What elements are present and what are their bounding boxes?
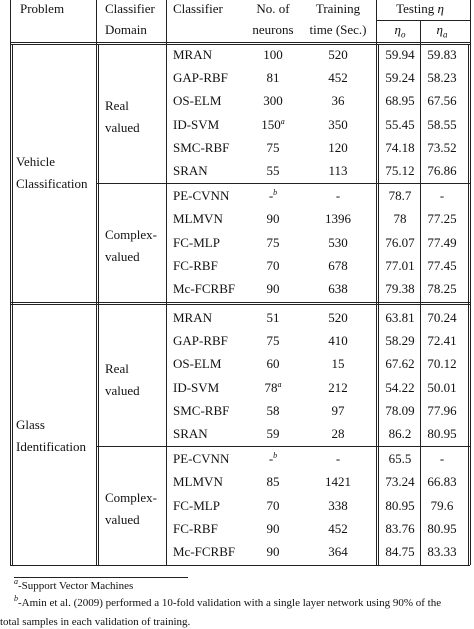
footnote-marker: b (273, 451, 278, 461)
domain-label-line1: Complex- (105, 227, 157, 243)
classifier-name: MRAN (173, 310, 213, 325)
training-time-value: 452 (328, 520, 348, 536)
eta-o-value: 55.45 (385, 116, 415, 132)
classifier-name: PE-CVNN (173, 451, 230, 467)
header-domain-line1: Classifier (105, 1, 155, 16)
footnote-marker: b (273, 188, 278, 198)
eta-a-value: 59.83 (427, 47, 457, 62)
footnote-marker: a (280, 116, 285, 126)
problem-block-bottom-rule (10, 565, 470, 566)
problem-block-bottom-rule (10, 302, 470, 303)
header-neurons-line2: neurons (252, 22, 294, 37)
neurons-value: 100 (263, 47, 283, 62)
training-time-value: 350 (328, 116, 348, 132)
eta-a-value: 77.49 (427, 234, 457, 250)
column-rule (376, 44, 377, 565)
eta-o-value: 76.07 (385, 234, 415, 250)
neurons-value: 75 (266, 139, 280, 155)
eta-o-value: 65.5 (388, 451, 412, 467)
eta-a-value: 78.25 (427, 281, 457, 296)
header-bottom-rule-double (10, 44, 470, 45)
header-column-rule (470, 0, 471, 44)
problem-block-bottom-rule-double (10, 304, 470, 305)
eta-a-value: 77.96 (427, 402, 457, 418)
eta-o-value: 63.81 (385, 310, 415, 325)
problem-label-line1: Vehicle (16, 154, 55, 170)
training-time-value: 120 (328, 139, 348, 155)
classifier-name: GAP-RBF (173, 70, 228, 86)
domain-label-line2: valued (105, 512, 140, 528)
footnote-b: $^b$-Amin et al. (2009) performed a 10-fold validation with a single layer network using 90% of the (14, 594, 442, 609)
header-column-rule (166, 0, 167, 44)
training-time-value: 1396 (325, 211, 351, 227)
training-time-value: 452 (328, 70, 348, 86)
column-rule (470, 44, 471, 565)
eta-o-value: 78.7 (388, 188, 412, 204)
eta-o-value: 59.94 (385, 47, 415, 62)
eta-a-value: - (439, 451, 445, 467)
column-rule (96, 44, 97, 565)
eta-o-value: 78 (393, 211, 407, 227)
eta-a-value: 80.95 (427, 426, 457, 441)
domain-separator-rule (96, 183, 470, 184)
neurons-value: 55 (266, 163, 280, 178)
neurons-value: 90 (266, 211, 280, 227)
neurons-value: -$^b$ (268, 451, 278, 467)
eta-a-value: 66.83 (427, 474, 457, 490)
training-time-value: - (335, 188, 341, 204)
classifier-name: MLMVN (173, 474, 223, 490)
eta-o-value: 79.38 (385, 281, 415, 296)
neurons-value: 78$^a$ (264, 379, 282, 395)
eta-column-rule (420, 20, 421, 565)
neurons-value: 70 (266, 497, 280, 513)
eta-o-value: 80.95 (385, 497, 415, 513)
neurons-value: -$^b$ (268, 188, 278, 204)
neurons-value: 90 (266, 544, 280, 559)
training-time-value: 520 (328, 310, 348, 325)
eta-o-value: 67.62 (385, 356, 415, 372)
neurons-value: 51 (266, 310, 280, 325)
eta-o-value: 54.22 (385, 379, 415, 395)
classifier-name: Mc-FCRBF (173, 544, 236, 559)
header-bottom-rule (10, 42, 470, 43)
domain-label-line1: Real (105, 97, 129, 113)
classifier-name: MRAN (173, 47, 213, 62)
problem-label-line2: Identification (16, 439, 87, 455)
classifier-name: FC-RBF (173, 520, 218, 536)
eta-o-value: 75.12 (385, 163, 415, 178)
neurons-value: 300 (263, 93, 283, 109)
training-time-value: 638 (328, 281, 348, 296)
eta-a-value: 70.12 (427, 356, 457, 372)
eta-o-value: 78.09 (385, 402, 415, 418)
footnote-marker: a (277, 379, 282, 389)
header-time-line2: time (Sec.) (309, 22, 367, 37)
column-rule (166, 44, 167, 565)
neurons-value: 150$^a$ (261, 116, 285, 132)
problem-label-line1: Glass (16, 417, 45, 433)
header-classifier: Classifier (173, 1, 223, 16)
eta-a-value: 79.6 (430, 497, 454, 513)
footnote-rule (14, 577, 188, 578)
classifier-name: FC-MLP (173, 497, 220, 513)
classifier-name: SRAN (173, 163, 208, 178)
eta-o-value: 73.24 (385, 474, 415, 490)
eta-a-value: 58.55 (427, 116, 457, 132)
eta-o-value: 68.95 (385, 93, 415, 109)
column-rule (468, 44, 469, 565)
eta-o-value: 58.29 (385, 333, 415, 349)
footnote-a: $^a$-Support Vector Machines (14, 577, 134, 592)
eta-a-value: 80.95 (427, 520, 457, 536)
eta-a-value: - (439, 188, 445, 204)
eta-a-value: 72.41 (427, 333, 457, 349)
classifier-name: GAP-RBF (173, 333, 228, 349)
training-time-value: 36 (331, 93, 345, 109)
training-time-value: 113 (328, 163, 348, 178)
training-time-value: 364 (328, 544, 348, 559)
classifier-name: MLMVN (173, 211, 223, 227)
header-domain-line2: Domain (105, 22, 147, 37)
eta-a-value: 73.52 (427, 139, 457, 155)
header-column-rule (376, 0, 377, 44)
header-column-rule (10, 0, 11, 44)
header-problem: Problem (20, 1, 65, 16)
header-eta-a: $\eta_a$ (436, 22, 448, 40)
domain-label-line2: valued (105, 119, 140, 135)
header-eta-o: $\eta_o$ (394, 22, 406, 40)
eta-a-value: 58.23 (427, 70, 457, 86)
classifier-name: OS-ELM (173, 356, 222, 372)
neurons-value: 60 (266, 356, 280, 372)
eta-o-value: 83.76 (385, 520, 415, 536)
domain-label-line2: valued (105, 382, 140, 398)
domain-label-line1: Real (105, 360, 129, 376)
column-rule (10, 44, 11, 565)
header-neurons-line1: No. of (256, 1, 290, 16)
eta-a-value: 77.45 (427, 257, 457, 273)
classifier-name: ID-SVM (173, 379, 220, 395)
neurons-value: 90 (266, 281, 280, 296)
header-column-rule (96, 0, 97, 44)
classifier-name: SMC-RBF (173, 139, 230, 155)
footnote-b-continued: total samples in each validation of training. (0, 616, 191, 628)
domain-label-line1: Complex- (105, 490, 157, 506)
training-time-value: 678 (328, 257, 348, 273)
eta-a-value: 50.01 (427, 379, 457, 395)
neurons-value: 70 (266, 257, 280, 273)
eta-o-value: 84.75 (385, 544, 415, 559)
classifier-name: OS-ELM (173, 93, 222, 109)
neurons-value: 90 (266, 520, 280, 536)
classifier-name: SRAN (173, 426, 208, 441)
training-time-value: 530 (328, 234, 348, 250)
neurons-value: 85 (266, 474, 280, 490)
header-time-line1: Training (315, 1, 361, 16)
domain-separator-rule (96, 446, 470, 447)
training-time-value: 97 (331, 402, 345, 418)
eta-o-value: 77.01 (385, 257, 415, 273)
eta-a-value: 77.25 (427, 211, 457, 227)
training-time-value: 338 (328, 497, 348, 513)
training-time-value: 212 (328, 379, 348, 395)
domain-label-line2: valued (105, 249, 140, 265)
training-time-value: 28 (331, 426, 345, 441)
column-rule (378, 44, 379, 565)
classifier-name: Mc-FCRBF (173, 281, 236, 296)
training-time-value: - (335, 451, 341, 467)
problem-label-line2: Classification (16, 176, 88, 192)
neurons-value: 58 (266, 402, 280, 418)
eta-a-value: 83.33 (427, 544, 457, 559)
classifier-name: PE-CVNN (173, 188, 230, 204)
neurons-value: 81 (266, 70, 280, 86)
header-testing: Testing η (396, 1, 444, 16)
eta-a-value: 67.56 (427, 93, 457, 109)
eta-o-value: 59.24 (385, 70, 415, 86)
eta-a-value: 76.86 (427, 163, 457, 178)
testing-subheader-rule (376, 20, 470, 21)
neurons-value: 59 (266, 426, 280, 441)
neurons-value: 75 (266, 333, 280, 349)
classifier-name: SMC-RBF (173, 402, 230, 418)
classifier-name: FC-MLP (173, 234, 220, 250)
training-time-value: 15 (331, 356, 345, 372)
classifier-name: FC-RBF (173, 257, 218, 273)
eta-o-value: 74.18 (385, 139, 415, 155)
neurons-value: 75 (266, 234, 280, 250)
classifier-name: ID-SVM (173, 116, 220, 132)
column-rule (98, 44, 99, 565)
column-rule (12, 44, 13, 565)
training-time-value: 410 (328, 333, 348, 349)
training-time-value: 520 (328, 47, 348, 62)
eta-o-value: 86.2 (388, 426, 412, 441)
training-time-value: 1421 (325, 474, 351, 490)
eta-a-value: 70.24 (427, 310, 457, 325)
